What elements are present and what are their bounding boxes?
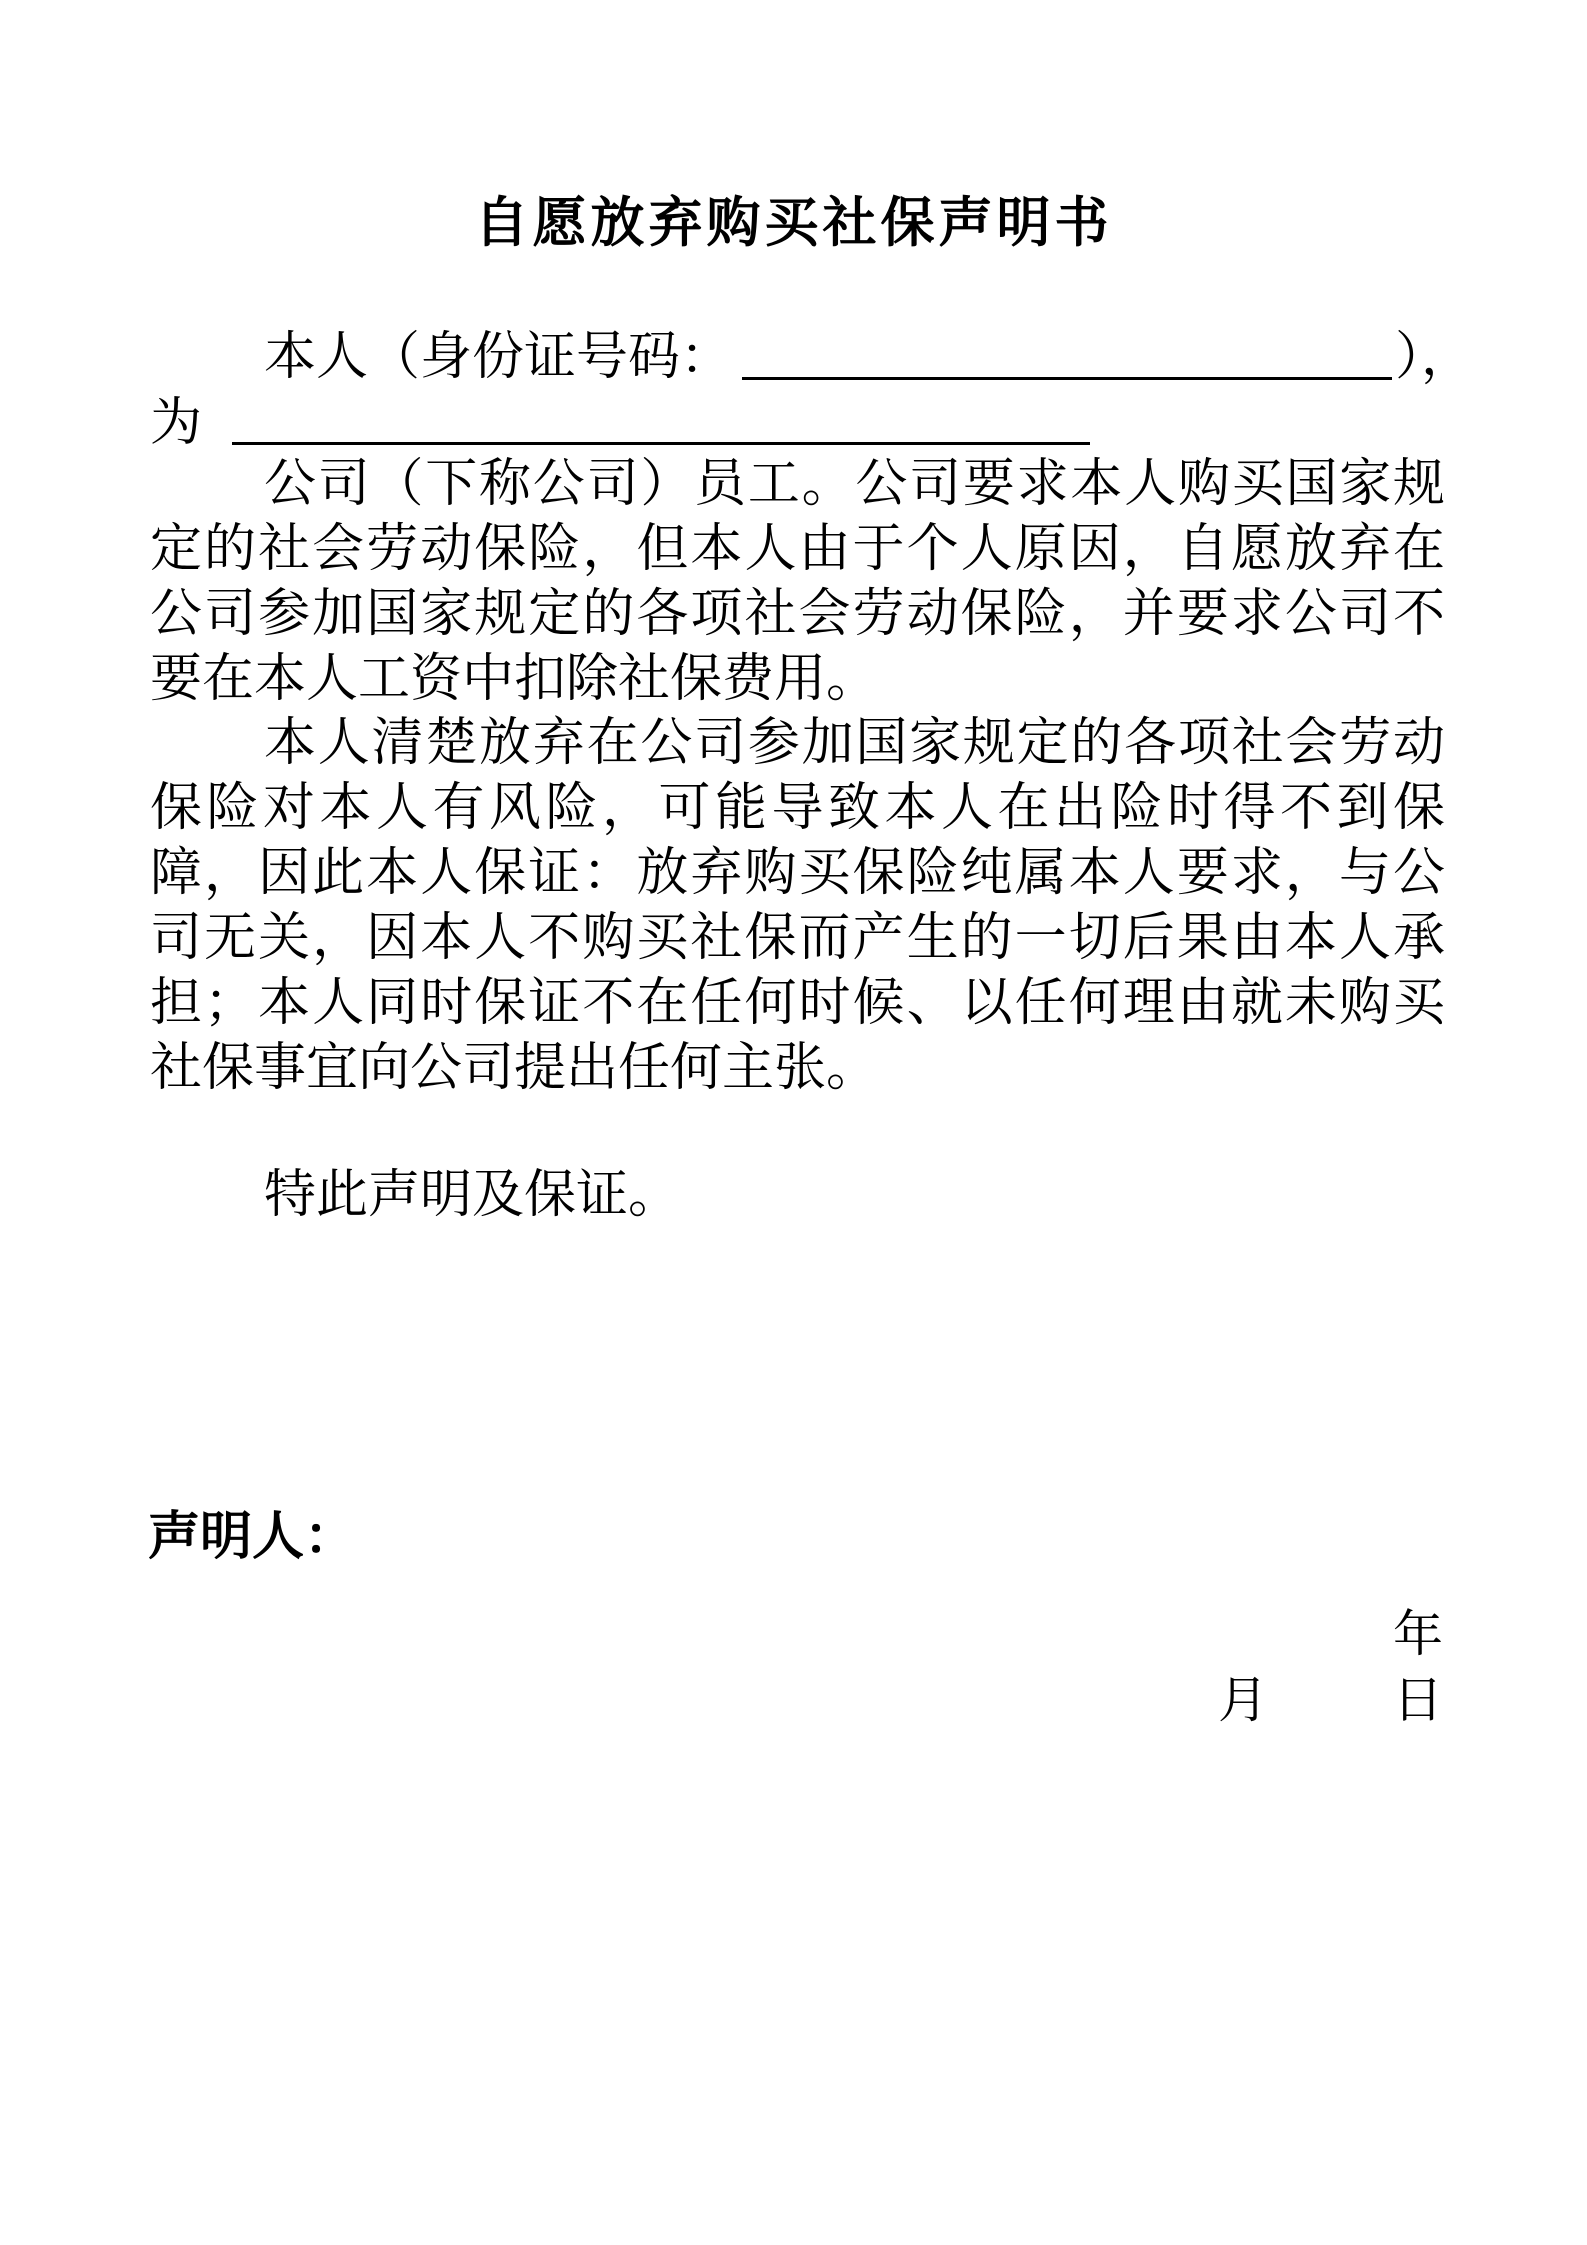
date-year: 年 [1393,1605,1443,1663]
company-name-blank[interactable] [232,442,1090,445]
signer-label: 声明人： [148,1507,357,1567]
date-month: 月 [1218,1671,1268,1729]
closing-statement: 特此声明及保证。 [264,1165,681,1225]
id-prefix: 本人（身份证号码： [264,327,733,387]
paragraph-guarantee: 本人清楚放弃在公司参加国家规定的各项社会劳动保险对本人有风险，可能导致本人在出险时得不到保障，因此本人保证：放弃购买保险纯属本人要求，与公司无关，因本人不购买社保而产生的一切后果由本人承担；本人同时保证不在任何时候、以任何理由就未购买社保事宜向公司提出任何主张。 [150,713,1445,1098]
id-suffix: ）， [1395,327,1474,387]
for-prefix: 为 [150,393,203,453]
document-title: 自愿放弃购买社保声明书 [474,191,1113,254]
date-day: 日 [1393,1671,1443,1729]
paragraph-declaration: 公司（下称公司）员工。公司要求本人购买国家规定的社会劳动保险，但本人由于个人原因，自愿放弃在公司参加国家规定的各项社会劳动保险，并要求公司不要在本人工资中扣除社保费用。 [150,454,1445,709]
id-line [264,322,732,392]
id-number-blank[interactable] [742,377,1392,380]
